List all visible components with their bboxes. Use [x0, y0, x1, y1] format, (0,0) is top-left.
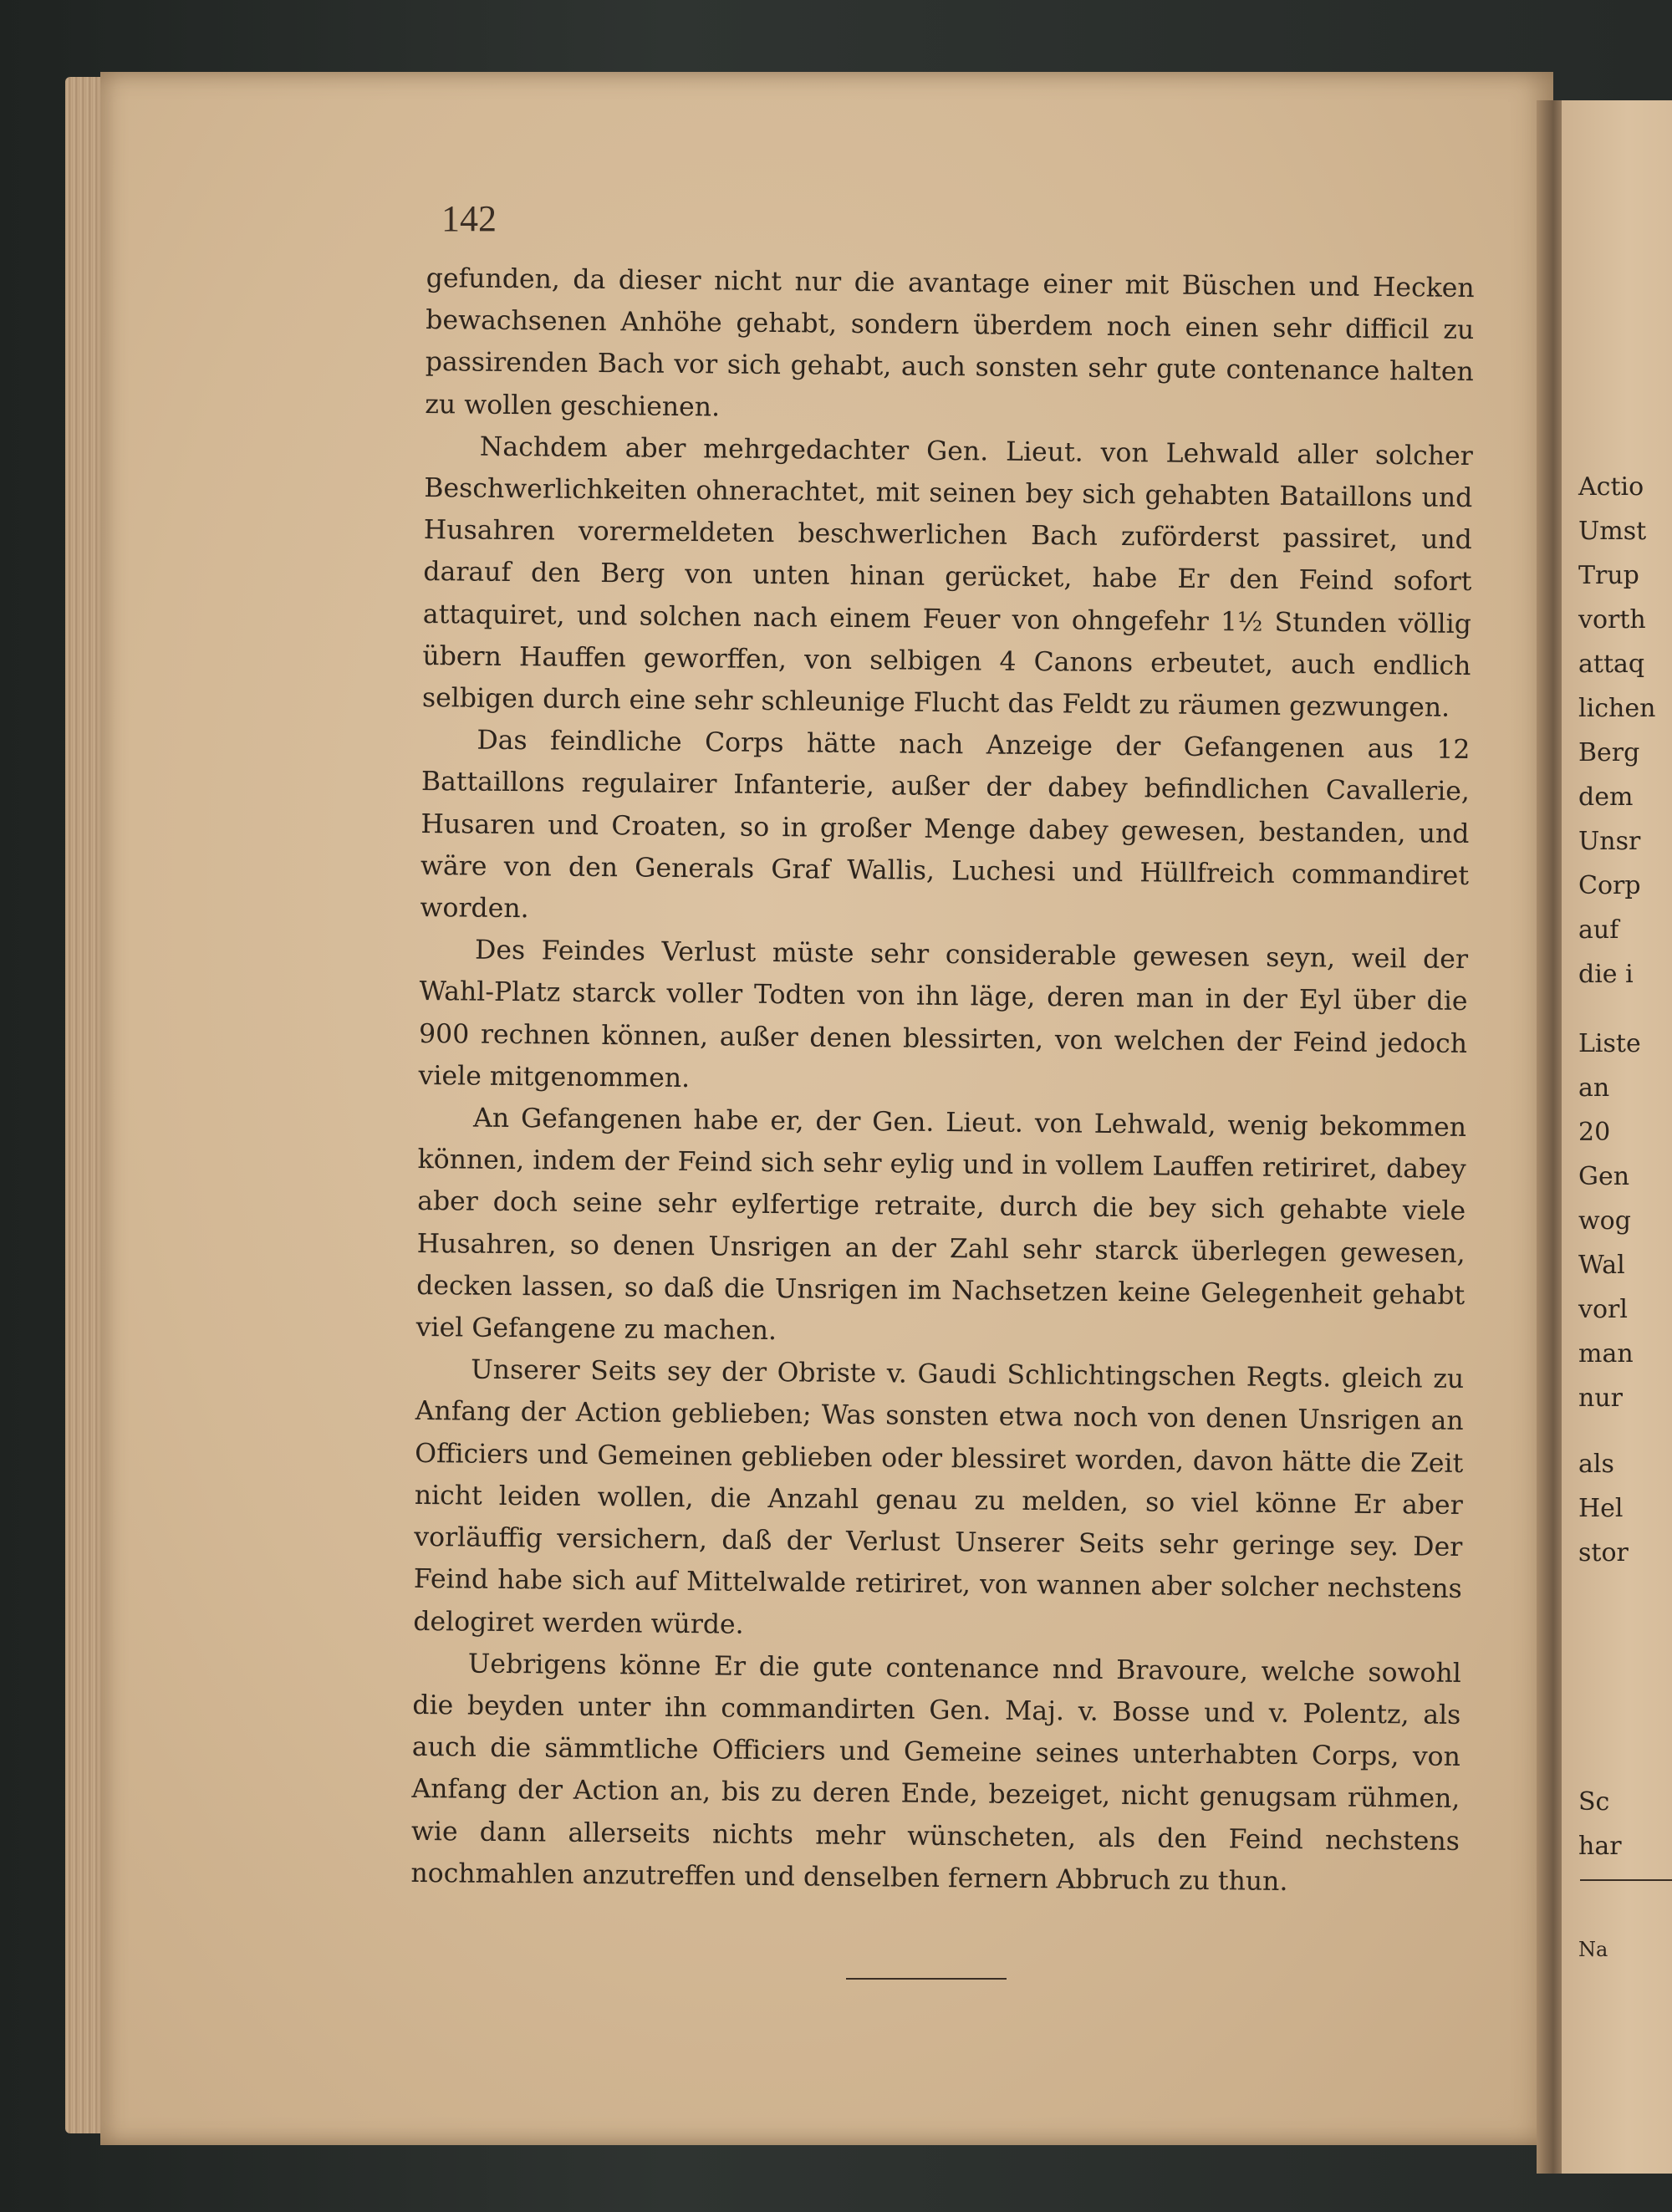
next-page-fragment: nur: [1578, 1384, 1623, 1413]
next-page-fragment: Corp: [1578, 871, 1641, 900]
next-page-fragment: wog: [1578, 1206, 1631, 1236]
paragraph-7: Uebrigens könne Er die gute contenance nnd Bravoure, welche sowohl die beyden unter ihn commandirten Gen. Maj. v. Bosse und v. Polentz, als auch die sämmtliche Officiers und Gemeine seines unterhabten Corps, von Anfang der Action an, bis zu deren Ende, bezeiget, nicht genugsam rühmen, wie dann allerseits nichts mehr wünscheten, als den Feind nechstens nochmahlen anzutreffen und denselben fernern Abbruch zu thun.: [410, 1649, 1461, 1897]
next-page-divider: [1580, 1879, 1672, 1881]
next-page-fragment: Hel: [1578, 1494, 1624, 1523]
next-page-fragment: man: [1578, 1339, 1634, 1368]
next-page-fragment: stor: [1578, 1538, 1629, 1567]
next-page-fragment: Gen: [1578, 1162, 1630, 1191]
next-page-fragment: har: [1578, 1832, 1622, 1861]
next-page-fragment: Na: [1578, 1938, 1608, 1961]
page-number: 142: [441, 198, 497, 239]
next-page-fragment: auf: [1578, 915, 1619, 945]
next-page-fragment: Wal: [1578, 1251, 1625, 1280]
next-page-fragment: vorl: [1578, 1295, 1628, 1324]
next-page-fragment: als: [1578, 1450, 1614, 1479]
book-page-right-partial: [1562, 100, 1672, 2174]
next-page-fragment: 20: [1578, 1118, 1611, 1147]
next-page-fragment: Unsr: [1578, 827, 1641, 856]
next-page-fragment: Berg: [1578, 738, 1640, 767]
next-page-fragment: dem: [1578, 782, 1634, 812]
next-page-fragment: Liste: [1578, 1029, 1641, 1058]
next-page-fragment: Sc: [1578, 1787, 1610, 1817]
paragraph-5: An Gefangenen habe er, der Gen. Lieut. von Lehwald, wenig bekommen können, indem der Feind sich sehr eylig und in vollem Lauffen retiriret, dabey aber doch seine sehr eylfertige retraite, durch die bey sich gehabte viele Husahren, so denen Unsrigen an der Zahl sehr starck überlegen gewesen, decken lassen, so daß die Unsrigen im Nachsetzen keine Gelegenheit gehabt viel Gefangene zu machen.: [415, 1103, 1467, 1347]
next-page-fragment: vorth: [1578, 605, 1646, 635]
paragraph-2: Nachdem aber mehrgedachter Gen. Lieut. von Lehwald aller solcher Beschwerlichkeiten ohnerachtet, mit seinen bey sich gehabten Bataillons und Husahren vorermeldeten beschwerlichen Bach zuförderst passiret, und darauf den Berg von unten hinan gerücket, habe Er den Feind sofort attaquiret, und solchen nach einem Feuer von ohngefehr 1½ Stunden völlig übern Hauffen geworffen, von selbigen 4 Canons erbeutet, auch endlich selbigen durch eine sehr schleunige Flucht das Feldt zu räumen gezwungen.: [421, 431, 1473, 723]
next-page-fragment: Umst: [1578, 517, 1647, 546]
next-page-fragment: Trup: [1578, 561, 1639, 590]
paragraph-3: Das feindliche Corps hätte nach Anzeige der Gefangenen aus 12 Battaillons regulairer Infanterie, außer der dabey befindlichen Cavallerie, Husaren und Croaten, so in großer Menge dabey gewesen, bestanden, und wäre von den Generals Graf Wallis, Luchesi und Hüllfreich commandiret worden.: [420, 725, 1471, 925]
next-page-fragment: an: [1578, 1073, 1610, 1103]
next-page-fragment: attaq: [1578, 650, 1645, 679]
end-divider-rule: [846, 1978, 1007, 1980]
page-text: [410, 257, 1475, 1904]
paragraph-4: Des Feindes Verlust müste sehr considerable gewesen seyn, weil der Wahl-Platz starck voller Todten von ihn läge, deren man in der Eyl über die 900 rechnen können, außer denen blessirten, von welchen der Feind jedoch viele mitgenommen.: [418, 935, 1469, 1093]
paragraph-6: Unserer Seits sey der Obriste v. Gaudi Schlichtingschen Regts. gleich zu Anfang der Action geblieben; Was sonsten etwa noch von denen Unsrigen an Officiers und Gemeinen geblieben oder blessiret worden, davon hätte die Zeit nicht leiden wollen, die Anzahl genau zu melden, so viel könne Er aber vorläuffig versichern, daß der Verlust Unserer Seits sehr geringe sey. Der Feind habe sich auf Mittelwalde retiriret, von wannen aber solcher nechstens delogiret werden würde.: [413, 1354, 1465, 1640]
next-page-fragment: Actio: [1578, 472, 1644, 502]
next-page-fragment: die i: [1578, 960, 1634, 989]
paragraph-1: gefunden, da dieser nicht nur die avantage einer mit Büschen und Hecken bewachsenen Anhöhe gehabt, sondern überdem noch einen sehr difficil zu passirenden Bach vor sich gehabt, auch sonsten sehr gute contenance halten zu wollen geschienen.: [425, 262, 1475, 422]
next-page-fragment: lichen: [1578, 694, 1656, 723]
